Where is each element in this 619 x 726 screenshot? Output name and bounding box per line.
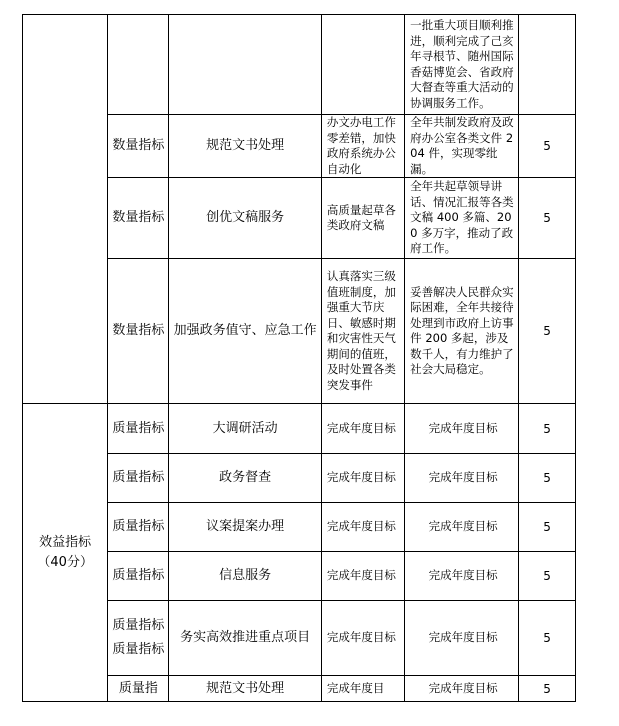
score-cell: 5 [519, 178, 576, 259]
indicator-name-cell: 务实高效推进重点项目 [169, 601, 321, 676]
score-cell: 5 [519, 503, 576, 552]
target-cell [321, 15, 404, 115]
indicator-type-cell: 质量指标质量指标 [108, 601, 169, 676]
target-cell: 认真落实三级值班制度，加强重大节庆日、敏感时期和灾害性天气期间的值班，及时处置各类突发事件 [321, 259, 404, 404]
score-cell [519, 15, 576, 115]
performance-table [22, 14, 576, 702]
indicator-name-cell [169, 15, 321, 115]
table-row [23, 404, 576, 454]
category-cell-output [23, 15, 108, 404]
indicator-type-cell: 质量指标 [108, 552, 169, 601]
result-cell: 完成年度目标 [405, 601, 519, 676]
target-cell: 高质量起草各类政府文稿 [321, 178, 404, 259]
score-cell: 5 [519, 454, 576, 503]
result-cell: 全年共起草领导讲话、情况汇报等各类文稿 400 多篇、200 多万字，推动了政府工作。 [405, 178, 519, 259]
indicator-name-cell: 议案提案办理 [169, 503, 321, 552]
score-cell: 5 [519, 404, 576, 454]
indicator-type-cell: 质量指标 [108, 503, 169, 552]
indicator-name-cell: 加强政务值守、应急工作 [169, 259, 321, 404]
result-cell: 一批重大项目顺利推进，顺利完成了己亥年寻根节、随州国际香菇博览会、省政府大督查等重大活动的协调服务工作。 [405, 15, 519, 115]
result-cell: 完成年度目标 [405, 676, 519, 702]
target-cell: 办文办电工作零差错，加快政府系统办公自动化 [321, 115, 404, 178]
target-cell: 完成年度目 [321, 676, 404, 702]
indicator-name-cell: 政务督查 [169, 454, 321, 503]
benefit-label: 效益指标 [39, 534, 92, 550]
score-cell: 5 [519, 552, 576, 601]
indicator-type-cell: 质量指 [108, 676, 169, 702]
indicator-type-cell: 数量指标 [108, 178, 169, 259]
indicator-name-cell: 规范文书处理 [169, 115, 321, 178]
target-cell: 完成年度目标 [321, 552, 404, 601]
table-row [23, 15, 576, 115]
result-cell: 完成年度目标 [405, 503, 519, 552]
indicator-type-cell [108, 15, 169, 115]
result-cell: 完成年度目标 [405, 454, 519, 503]
result-cell: 全年共制发政府及政府办公室各类文件 204 件，实现零纰漏。 [405, 115, 519, 178]
indicator-type-cell: 数量指标 [108, 115, 169, 178]
score-cell: 5 [519, 601, 576, 676]
category-cell-benefit [23, 404, 108, 702]
score-cell: 5 [519, 115, 576, 178]
target-cell: 完成年度目标 [321, 404, 404, 454]
score-cell: 5 [519, 676, 576, 702]
indicator-name-cell: 规范文书处理 [169, 676, 321, 702]
benefit-weight: （40分） [37, 554, 93, 570]
target-cell: 完成年度目标 [321, 601, 404, 676]
indicator-type-cell: 质量指标 [108, 454, 169, 503]
indicator-name-cell: 大调研活动 [169, 404, 321, 454]
target-cell: 完成年度目标 [321, 454, 404, 503]
target-cell: 完成年度目标 [321, 503, 404, 552]
indicator-type-cell: 数量指标 [108, 259, 169, 404]
result-cell: 完成年度目标 [405, 552, 519, 601]
indicator-name-cell: 创优文稿服务 [169, 178, 321, 259]
indicator-name-cell: 信息服务 [169, 552, 321, 601]
result-cell: 完成年度目标 [405, 404, 519, 454]
result-cell: 妥善解决人民群众实际困难，全年共接待处理到市政府上访事件 200 多起，涉及数千人，有力维护了社会大局稳定。 [405, 259, 519, 404]
indicator-type-cell: 质量指标 [108, 404, 169, 454]
score-cell: 5 [519, 259, 576, 404]
